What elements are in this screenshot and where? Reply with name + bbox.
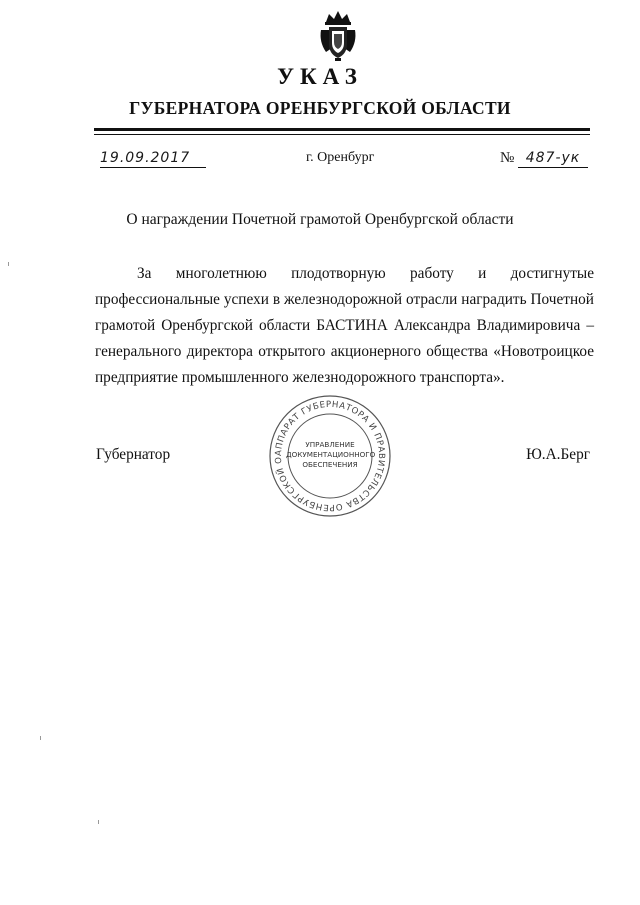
- decree-body: За многолетнюю плодотворную работу и достигнутые профессиональные успехи в железнодорожной отрасли наградить Почетной грамотой Оренбургской области БАСТИНА Александра Владимировича – генерального директора открытого акционерного общества «Новотроицкое предприятие промышленного железнодорожного транспорта».: [95, 265, 594, 386]
- coat-of-arms-icon: [318, 8, 358, 62]
- document-title: УКАЗ: [277, 64, 363, 89]
- document-number: 487-ук: [518, 150, 588, 168]
- header-divider-thick: [94, 128, 590, 131]
- scan-mark: [40, 736, 41, 740]
- signer-name: Ю.А.Берг: [526, 446, 590, 463]
- document-date: 19.09.2017: [100, 150, 206, 168]
- scan-mark: [8, 262, 9, 266]
- decree-heading: О награждении Почетной грамотой Оренбургской области: [126, 211, 514, 228]
- stamp-center-text: УПРАВЛЕНИЕ ДОКУМЕНТАЦИОННОГО ОБЕСПЕЧЕНИЯ: [286, 440, 376, 469]
- stamp-outer-text: АППАРАТ ГУБЕРНАТОРА И ПРАВИТЕЛЬСТВА ОРЕНБУРГСКОЙ О: [273, 399, 387, 513]
- document-subtitle: ГУБЕРНАТОРА ОРЕНБУРГСКОЙ ОБЛАСТИ: [129, 98, 511, 118]
- signer-position: Губернатор: [96, 446, 171, 463]
- header-divider-thin: [94, 134, 590, 135]
- document-city: г. Оренбург: [306, 150, 375, 165]
- number-label: №: [500, 150, 515, 166]
- scan-mark: [98, 820, 99, 824]
